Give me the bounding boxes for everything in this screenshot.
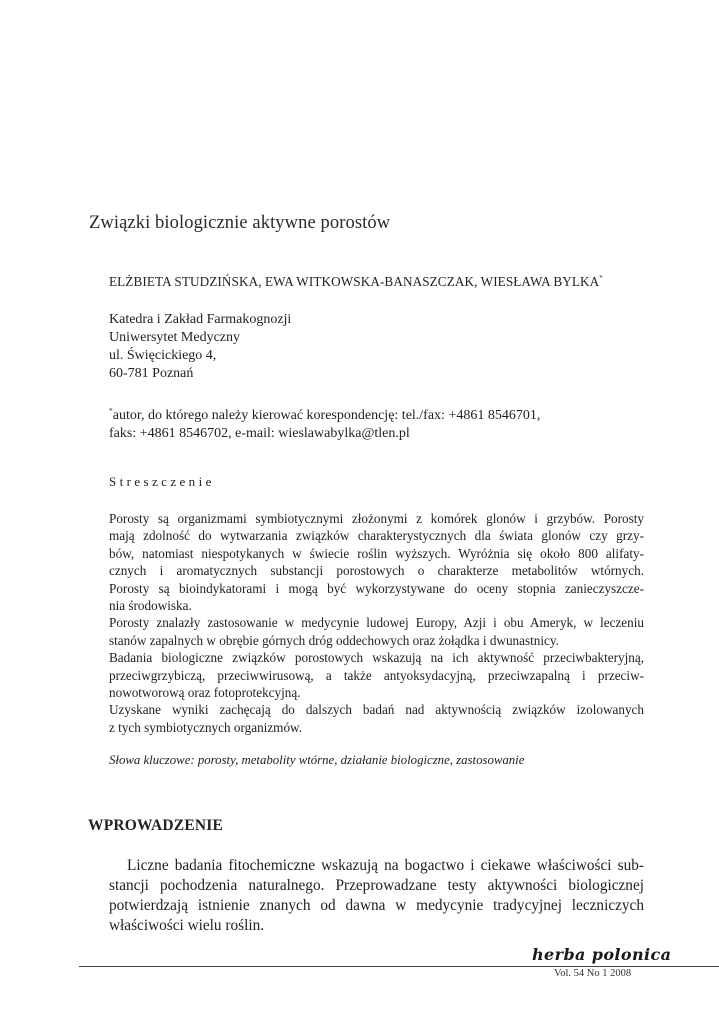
affiliation-line: Uniwersytet Medyczny	[109, 330, 241, 345]
correspondence-line: faks: +4861 8546702, e-mail: wieslawabylka@tlen.pl	[109, 426, 410, 441]
paragraph-line: stancji pochodzenia naturalnego. Przeprowadzane testy aktywności biologicznej	[109, 877, 644, 894]
abstract-line: Badania biologiczne związków porostowych wskazują na ich aktywność przeciwbakteryjną,	[109, 650, 644, 666]
keywords-label: Słowa kluczowe	[109, 753, 191, 767]
abstract-line: cznych i aromatycznych substancji porostowych o charakterze metabolitów wtórnych.	[109, 563, 644, 579]
paragraph-line: Liczne badania fitochemiczne wskazują na bogactwo i ciekawe właściwości sub-	[127, 857, 644, 874]
correspondence-block	[109, 402, 540, 443]
correspondence-line: *autor, do którego należy kierować korespondencję: tel./fax: +4861 8546701,	[109, 406, 541, 423]
abstract-line: stanów zapalnych w obrębie górnych dróg oddechowych oraz żołądka i dwunastnicy.	[109, 632, 559, 648]
introduction-paragraph	[109, 856, 644, 936]
abstract-line: bów, natomiast niespotykanych w świecie roślin wyższych. Wyróżnia się około 800 alifaty-	[109, 545, 644, 561]
paragraph-line: właściwości wielu roślin.	[109, 917, 265, 934]
abstract-line: Porosty są organizmami symbiotycznymi złożonymi z komórek glonów i grzybów. Porosty	[109, 511, 644, 526]
section-heading-introduction: WPROWADZENIE	[88, 817, 224, 834]
corresponding-author-mark: *	[599, 274, 603, 282]
keywords	[109, 753, 524, 768]
abstract-line: Porosty są bioindykatorami i mogą być wykorzystywane do oceny stopnia zanieczyszcze-	[109, 580, 644, 596]
affiliation-line: 60-781 Poznań	[109, 366, 194, 381]
authors-text: ELŻBIETA STUDZIŃSKA, EWA WITKOWSKA-BANASZCZAK, WIESŁAWA BYLKA	[109, 274, 600, 289]
author-list	[109, 274, 603, 290]
abstract-line: mają zdolność do wytwarzania związków charakterystycznych dla świata glonów czy grzy-	[109, 528, 644, 544]
paragraph-line: potwierdzają istnienie znanych od dawna w medycynie tradycyjnej leczniczych	[109, 897, 644, 914]
abstract-line: Uzyskane wyniki zachęcają do dalszych badań nad aktywnością związków izolowanych	[109, 702, 644, 718]
article-title: Związki biologicznie aktywne porostów	[89, 213, 391, 233]
abstract-line: przeciwgrzybiczą, przeciwwirusową, a także antyoksydacyjną, przeciwzapalną i przeciw-	[109, 667, 644, 683]
abstract-heading: Streszczenie	[109, 474, 215, 489]
journal-logo: herba polonica	[532, 945, 672, 964]
affiliation-line: Katedra i Zakład Farmakognozji	[109, 312, 292, 327]
affiliation-block	[109, 311, 291, 383]
abstract-line: nowotworową oraz fotoprotekcyjną.	[109, 685, 301, 701]
affiliation-line: ul. Święcickiego 4,	[109, 348, 217, 363]
abstract-line: nia środowiska.	[109, 598, 192, 614]
journal-volume: Vol. 54 No 1 2008	[554, 968, 632, 979]
footer-divider	[79, 966, 719, 967]
correspondence-mark: *	[109, 406, 113, 415]
abstract-body	[109, 510, 644, 736]
abstract-line: Porosty znalazły zastosowanie w medycynie ludowej Europy, Azji i obu Ameryk, w leczeniu	[109, 615, 644, 631]
abstract-line: z tych symbiotycznych organizmów.	[109, 719, 303, 735]
keywords-list: : porosty, metabolity wtórne, działanie biologiczne, zastosowanie	[190, 753, 525, 767]
